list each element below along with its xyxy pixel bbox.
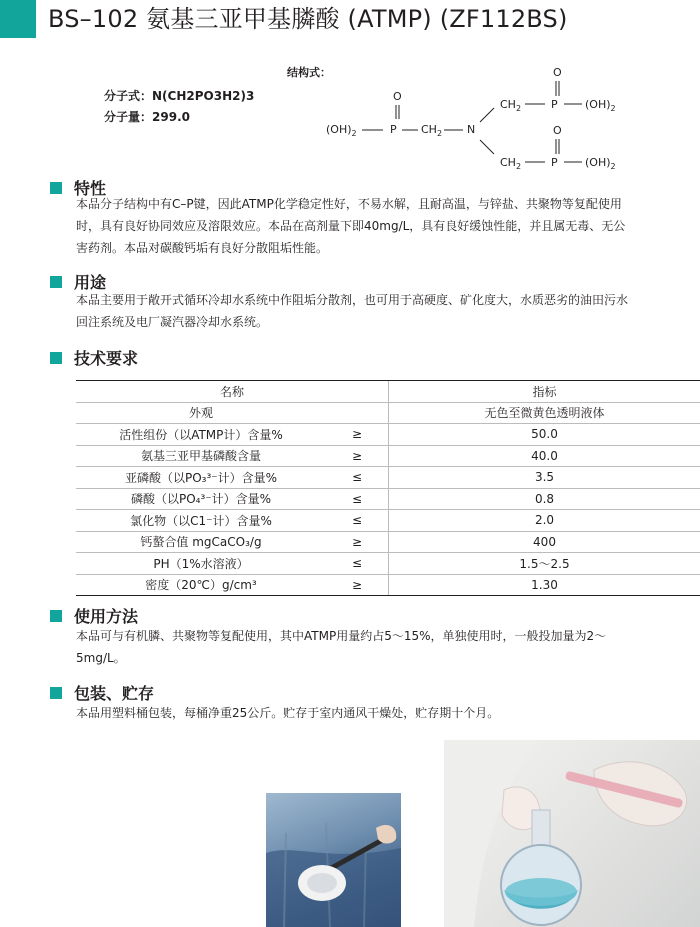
spec-name: 亚磷酸（以PO₃³⁻计）含量% [76, 467, 326, 489]
oxygen-atom-left: O [393, 90, 402, 103]
table-row [76, 531, 700, 553]
spec-operator: ≥ [326, 531, 389, 553]
nitrogen-atom: N [467, 123, 476, 136]
spec-name: 钙螯合值 mgCaCO₃/g [76, 531, 326, 553]
section-title: 包装、贮存 [74, 684, 155, 703]
section-title: 特性 [74, 179, 107, 198]
spec-operator: ≥ [326, 424, 389, 446]
table-row [76, 402, 700, 424]
bond-n-lower [480, 140, 494, 154]
table-row [76, 553, 700, 575]
ch2-group-left: $CH_2$ [421, 123, 443, 138]
spec-operator: ≥ [326, 445, 389, 467]
spec-value: 50.0 [389, 424, 700, 446]
spec-operator: ≥ [326, 574, 389, 596]
table-row [76, 488, 700, 510]
table-row [76, 424, 700, 446]
molecular-weight-value: 299.0 [152, 110, 190, 124]
spec-table-header [76, 381, 700, 403]
header-indicator: 指标 [389, 381, 700, 403]
ch2-group-lower: $CH_2$ [500, 156, 522, 171]
water-sampling-photo [266, 793, 401, 927]
spec-operator: ≤ [326, 510, 389, 532]
spec-value: 1.5～2.5 [389, 553, 700, 575]
water-sampling-illustration [266, 793, 401, 927]
section-title: 使用方法 [74, 607, 139, 626]
phosphorus-atom-lower: P [551, 156, 558, 169]
spec-value: 无色至微黄色透明液体 [389, 402, 700, 424]
uses-text: 本品主要用于敞开式循环冷却水系统中作阻垢分散剂，也可用于高硬度、矿化度大，水质恶劣的油田污水 回注系统及电厂凝汽器冷却水系统。 [76, 293, 629, 329]
bond-n-upper [480, 108, 494, 122]
molecular-weight [104, 107, 254, 128]
page-title: BS–102 氨基三亚甲基膦酸 (ATMP) (ZF112BS) [48, 5, 568, 33]
table-row [76, 445, 700, 467]
oh2-group-upper: $(OH)_2$ [585, 98, 616, 113]
section-heading-specs [50, 346, 138, 369]
spec-value: 400 [389, 531, 700, 553]
section-title: 用途 [74, 273, 107, 292]
spec-value: 0.8 [389, 488, 700, 510]
formula-block [104, 86, 254, 128]
spec-name: 氨基三亚甲基磷酸含量 [76, 445, 326, 467]
laboratory-flask-photo [444, 740, 700, 927]
spec-table [76, 380, 700, 596]
spec-name: 活性组份（以ATMP计）含量% [76, 424, 326, 446]
laboratory-flask-illustration [444, 740, 700, 927]
section-heading-packaging [50, 681, 154, 704]
section-marker-icon [50, 276, 62, 288]
section-marker-icon [50, 687, 62, 699]
molecular-formula-label: 分子式： [104, 89, 153, 103]
spec-value: 2.0 [389, 510, 700, 532]
spec-name: 外观 [76, 402, 326, 424]
spec-value: 40.0 [389, 445, 700, 467]
properties-text: 本品分子结构中有C–P键，因此ATMP化学稳定性好，不易水解，且耐高温，与锌盐、共聚物等复配使用 时，具有良好协同效应及溶限效应。本品在高剂量下即40mg/L，具有良好缓蚀性能，并且属无毒、无公 害药剂。本品对碳酸钙垢有良好分散阻垢性能。 [76, 197, 626, 255]
spec-value: 1.30 [389, 574, 700, 596]
structural-formula-svg [320, 60, 640, 175]
phosphorus-atom-left: P [390, 123, 397, 136]
section-marker-icon [50, 182, 62, 194]
header-name: 名称 [76, 381, 389, 403]
molecular-weight-label: 分子量： [104, 110, 153, 124]
title-accent-bar [0, 0, 36, 38]
usage-text: 本品可与有机膦、共聚物等复配使用，其中ATMP用量约占5～15%，单独使用时，一般投加量为2～ 5mg/L。 [76, 629, 607, 665]
spec-name: PH（1%水溶液） [76, 553, 326, 575]
spec-operator: ≤ [326, 553, 389, 575]
phosphorus-atom-upper: P [551, 98, 558, 111]
ch2-group-upper: $CH_2$ [500, 98, 522, 113]
spec-operator [326, 402, 389, 424]
structure-label: 结构式： [287, 66, 331, 79]
section-marker-icon [50, 352, 62, 364]
table-row [76, 467, 700, 489]
section-marker-icon [50, 610, 62, 622]
oxygen-atom-lower: O [553, 124, 562, 137]
spec-operator: ≤ [326, 488, 389, 510]
packaging-text: 本品用塑料桶包装，每桶净重25公斤。贮存于室内通风干燥处，贮存期十个月。 [76, 706, 500, 720]
spec-value: 3.5 [389, 467, 700, 489]
spec-operator: ≤ [326, 467, 389, 489]
spec-name: 氯化物（以C1⁻计）含量% [76, 510, 326, 532]
molecular-formula-value: N(CH2PO3H2)3 [152, 89, 255, 103]
section-heading-usage [50, 604, 138, 627]
table-row [76, 574, 700, 596]
oh2-group-left: $(OH)_2$ [326, 123, 357, 138]
structural-formula [320, 60, 640, 175]
spec-name: 密度（20℃）g/cm³ [76, 574, 326, 596]
table-row [76, 510, 700, 532]
oh2-group-lower: $(OH)_2$ [585, 156, 616, 171]
oxygen-atom-upper: O [553, 66, 562, 79]
section-title: 技术要求 [74, 349, 139, 368]
spec-name: 磷酸（以PO₄³⁻计）含量% [76, 488, 326, 510]
molecular-formula [104, 86, 254, 107]
